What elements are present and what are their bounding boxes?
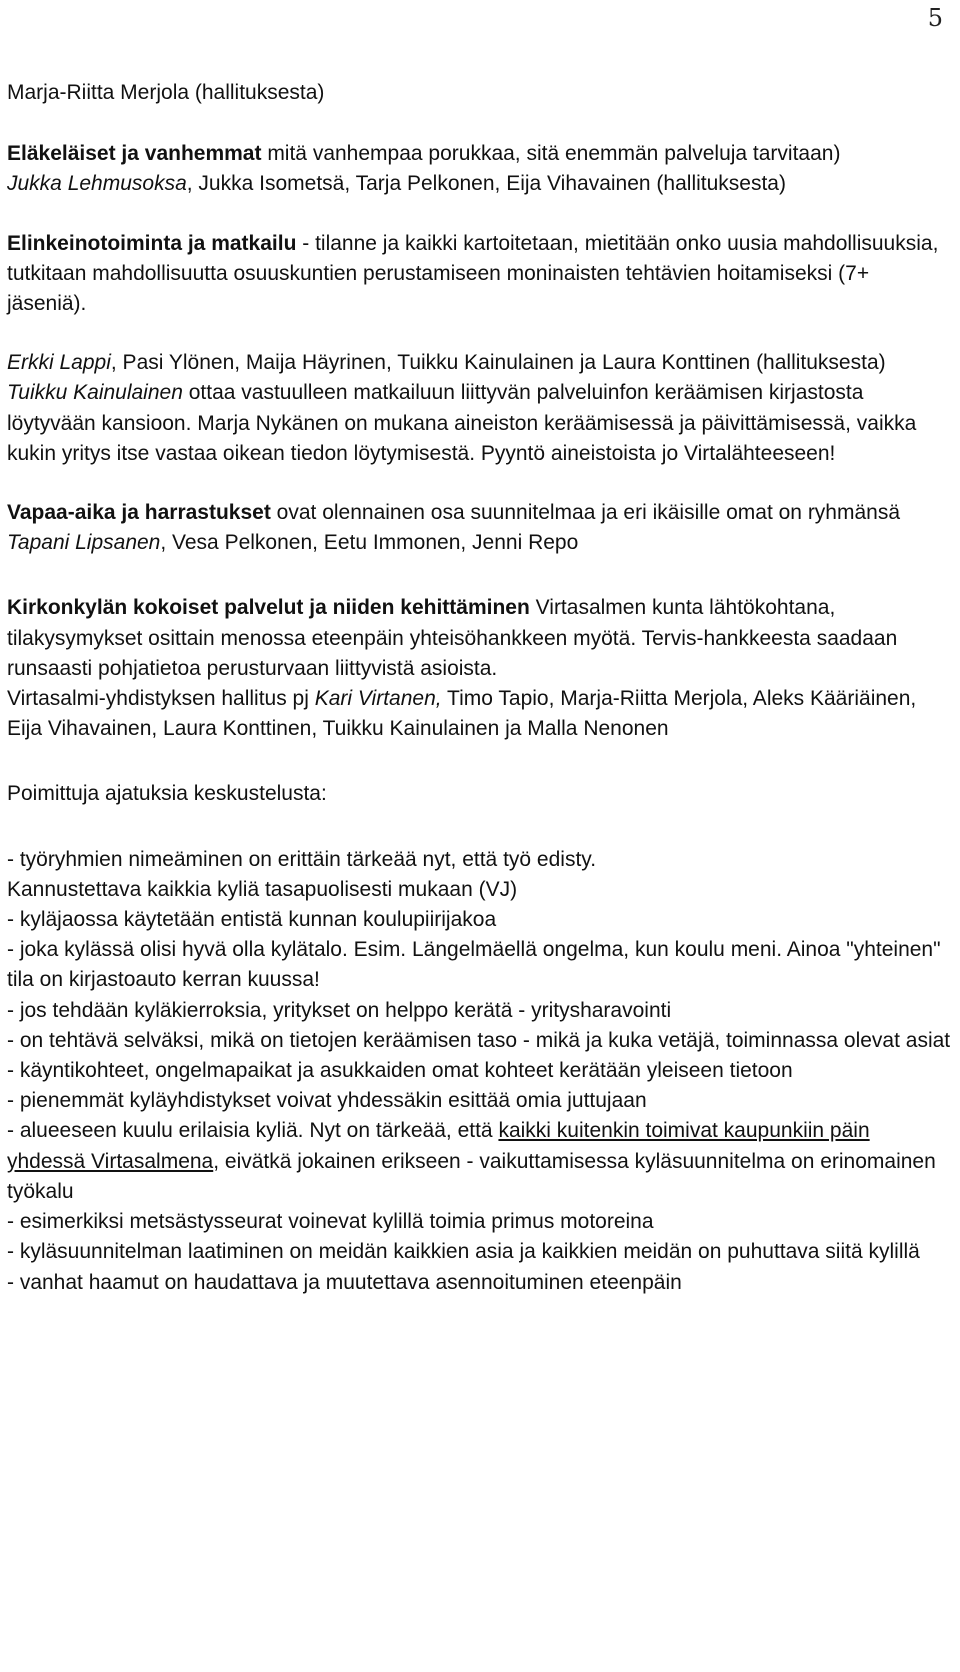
section-services: Kirkonkylän kokoiset palvelut ja niiden kehittäminen Virtasalmen kunta lähtökohtana, tilakysymykset osittain menossa eteenpäin yhteisöhankkeen myötä. Tervis-hankkeesta saadaan runsaasti pohjatietoa perusturvaan liittyvistä asioista. Virtasalmi-yhdistyksen hallitus pj Kari Virtanen, Timo Tapio, Marja-Riitta Merjola, Aleks Kääriäinen, Eija Vihavainen, Laura Konttinen, Tuikku Kainulainen ja Malla Nenonen [7, 596, 917, 741]
note-line: - kyläjaossa käytetään entistä kunnan koulupiirijakoa [7, 908, 497, 932]
note-line: - jos tehdään kyläkierroksia, yritykset on helppo kerätä - yritysharavointi [7, 998, 672, 1022]
document-body [7, 78, 952, 1298]
note-line: - joka kylässä olisi hyvä olla kylätalo. Esim. Längelmäellä ongelma, kun koulu meni. Ainoa "yhteinen" tila on kirjastoauto kerran kuussa! [7, 938, 941, 992]
note-line: - työryhmien nimeäminen on erittäin tärkeää nyt, että työ edisty. [7, 847, 597, 871]
page-number: 5 [927, 4, 943, 32]
person-name: Tapani Lipsanen [7, 531, 161, 555]
note-line: - alueeseen kuulu erilaisia kyliä. Nyt on tärkeää, että [7, 1119, 499, 1143]
section-heading: Elinkeinotoiminta ja matkailu [7, 231, 297, 255]
section-heading: Vapaa-aika ja harrastukset [7, 501, 271, 525]
note-line: - esimerkiksi metsästysseurat voinevat kylillä toimia primus motoreina [7, 1210, 654, 1234]
note-line: - pienemmät kyläyhdistykset voivat yhdessäkin esittää omia juttujaan [7, 1089, 647, 1113]
paragraph-board-member: Marja-Riitta Merjola (hallituksesta) [7, 81, 325, 104]
discussion-notes: - työryhmien nimeäminen on erittäin tärkeää nyt, että työ edisty. Kannustettava kaikkia kyliä tasapuolisesti mukaan (VJ) - kyläjaossa käytetään entistä kunnan koulupiirijakoa - joka kylässä olisi hyvä olla kylätalo. Esim. Längelmäellä ongelma, kun koulu meni. Ainoa "yhteinen" tila on kirjastoauto kerran kuussa! - jos tehdään kyläkierroksia, yritykset on helppo kerätä - yritysharavointi - on tehtävä selväksi, mikä on tietojen keräämisen taso - mikä ja kuka vetäjä, toiminnassa olevat asiat - käyntikohteet, ongelmapaikat ja asukkaiden omat kohteet kerätään yleiseen tietoon - pienemmät kyläyhdistykset voivat yhdessäkin esittää omia juttujaan - alueeseen kuulu erilaisia kyliä. Nyt on tärkeää, että kaikki kuitenkin toimivat kaupunkiin päin yhdessä Virtasalmena, eivätkä jokainen erikseen - vaikuttamisessa kyläsuunnitelma on erinomainen työkalu - esimerkiksi metsästysseurat voinevat kylillä toimia primus motoreina - kyläsuunnitelman laatiminen on meidän kaikkien asia ja kaikkien meidän on puhuttava siitä kylillä - vanhat haamut on haudattava ja muutettava asennoituminen eteenpäin [7, 847, 951, 1294]
section-elderly: Eläkeläiset ja vanhemmat mitä vanhempaa porukkaa, sitä enemmän palveluja tarvitaan) Jukka Lehmusoksa, Jukka Isometsä, Tarja Pelkonen, Eija Vihavainen (hallituksesta) [7, 142, 841, 196]
section-heading: Eläkeläiset ja vanhemmat [7, 142, 262, 166]
discussion-heading: Poimittuja ajatuksia keskustelusta: [7, 782, 327, 806]
note-line: - on tehtävä selväksi, mikä on tietojen keräämisen taso - mikä ja kuka vetäjä, toiminnassa olevat asiat [7, 1028, 951, 1052]
note-line: Kannustettava kaikkia kyliä tasapuolisesti mukaan (VJ) [7, 877, 518, 901]
section-tourism-team: Erkki Lappi, Pasi Ylönen, Maija Häyrinen, Tuikku Kainulainen ja Laura Konttinen (hallituksesta) Tuikku Kainulainen ottaa vastuulleen matkailuun liittyvän palveluinfon keräämisen kirjastosta löytyvään kansioon. Marja Nykänen on mukana aineiston keräämisessä ja päivittämisessä, vaikka kukin yritys itse vastaa oikean tiedon löytymisestä. Pyyntö aineistoista jo Virtalähteeseen! [7, 351, 917, 465]
note-line: - kyläsuunnitelman laatiminen on meidän kaikkien asia ja kaikkien meidän on puhuttava siitä kylillä [7, 1240, 920, 1264]
note-line: - käyntikohteet, ongelmapaikat ja asukkaiden omat kohteet kerätään yleiseen tietoon [7, 1059, 793, 1083]
person-name: Erkki Lappi [7, 351, 111, 375]
note-line: - vanhat haamut on haudattava ja muutettava asennoituminen eteenpäin [7, 1270, 682, 1294]
underlined-emphasis: kaikki kuitenkin toimivat kaupunkiin päin yhdessä Virtasalmena [7, 1119, 870, 1173]
section-leisure: Vapaa-aika ja harrastukset ovat olennainen osa suunnitelmaa ja eri ikäisille omat on ryhmänsä Tapani Lipsanen, Vesa Pelkonen, Eetu Immonen, Jenni Repo [7, 501, 901, 555]
person-name: Kari Virtanen, [314, 687, 442, 711]
person-name: Jukka Lehmusoksa [7, 172, 187, 196]
section-heading: Kirkonkylän kokoiset palvelut ja niiden kehittäminen [7, 596, 530, 620]
section-business-tourism: Elinkeinotoiminta ja matkailu - tilanne ja kaikki kartoitetaan, mietitään onko uusia mahdollisuuksia, tutkitaan mahdollisuutta osuuskuntien perustamiseen moninaisten tehtävien hoitamiseksi (7+ jäseniä). [7, 231, 939, 316]
person-name: Tuikku Kainulainen [7, 381, 183, 405]
